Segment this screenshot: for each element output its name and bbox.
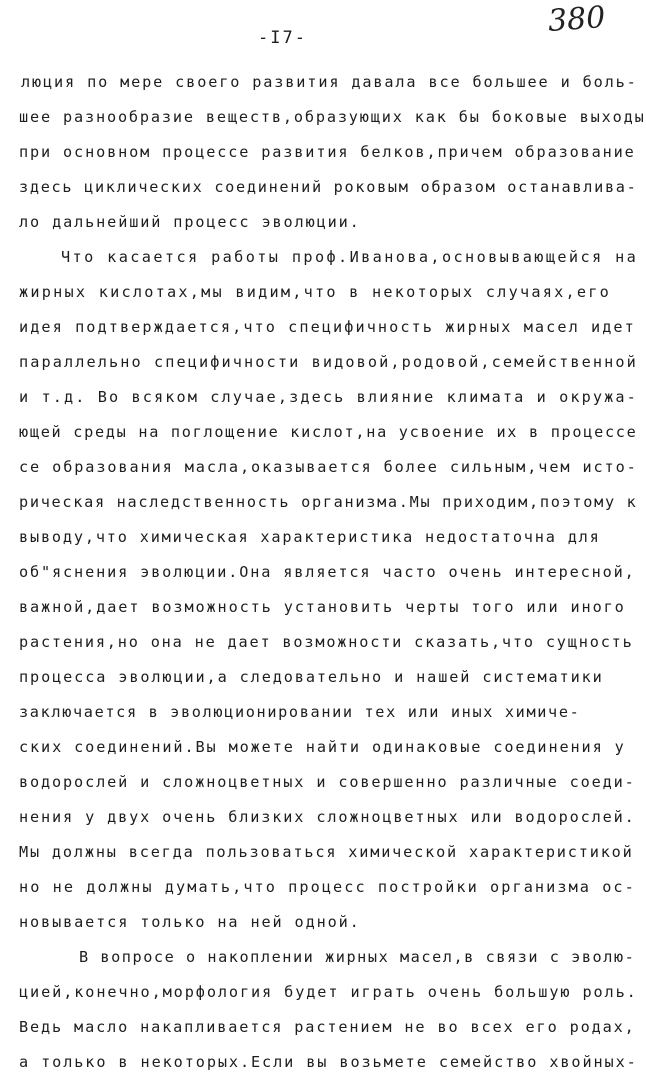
- text-line: но не должны думать,что процесс постройки организма ос-: [19, 878, 636, 896]
- text-line: нения у двух очень близких сложноцветных или водорослей.: [19, 808, 636, 826]
- text-line: цией,конечно,морфология будет играть очень большую роль.: [19, 983, 638, 1001]
- text-line: выводу,что химическая характеристика недостаточна для: [19, 528, 601, 546]
- text-line: параллельно специфичности видовой,родовой,семейственной: [19, 353, 638, 371]
- text-line: ских соединений.Вы можете найти одинаковые соединения у: [19, 738, 626, 756]
- text-line: и т.д. Во всяком случае,здесь влияние климата и окружа-: [19, 388, 638, 406]
- text-line: шее разнообразие веществ,образующих как бы боковые выходы: [19, 108, 646, 126]
- text-line: Что касается работы проф.Иванова,основывающейся на: [61, 248, 639, 266]
- text-line: важной,дает возможность установить черты того или иного: [19, 598, 626, 616]
- text-line: процесса эволюции,а следовательно и нашей систематики: [19, 668, 604, 686]
- text-line: се образования масла,оказывается более сильным,чем исто-: [19, 458, 638, 476]
- text-line: ющей среды на поглощение кислот,на усвоение их в процессе: [19, 423, 638, 441]
- text-line: а только в некоторых.Если вы возьмете семейство хвойных-: [19, 1053, 638, 1071]
- text-line: растения,но она не дает возможности сказать,что сущность: [19, 633, 634, 651]
- text-line: при основном процессе развития белков,причем образование: [19, 143, 636, 161]
- text-line: В вопросе о накоплении жирных масел,в связи с эволю-: [79, 948, 636, 966]
- text-line: Ведь масло накапливается растением не во всех его родах,: [19, 1018, 636, 1036]
- handwritten-archive-number: 380: [546, 0, 607, 39]
- text-line: новывается только на ней одной.: [19, 913, 361, 931]
- text-line: здесь циклических соединений роковым образом останавлива-: [19, 178, 638, 196]
- text-line: люция по мере своего развития давала все большее и боль-: [21, 73, 638, 91]
- page-number: -I7-: [258, 28, 307, 48]
- text-line: идея подтверждается,что специфичность жирных масел идет: [19, 318, 636, 336]
- text-line: ло дальнейший процесс эволюции.: [19, 213, 361, 231]
- text-line: об"яснения эволюции.Она является часто очень интересной,: [19, 563, 636, 581]
- text-line: рическая наследственность организма.Мы приходим,поэтому к: [19, 493, 638, 511]
- text-line: жирных кислотах,мы видим,что в некоторых случаях,его: [19, 283, 612, 301]
- text-line: водорослей и сложноцветных и совершенно различные соеди-: [19, 773, 636, 791]
- text-line: Мы должны всегда пользоваться химической характеристикой: [19, 843, 634, 861]
- text-line: заключается в эволюционировании тех или иных химиче-: [19, 703, 581, 721]
